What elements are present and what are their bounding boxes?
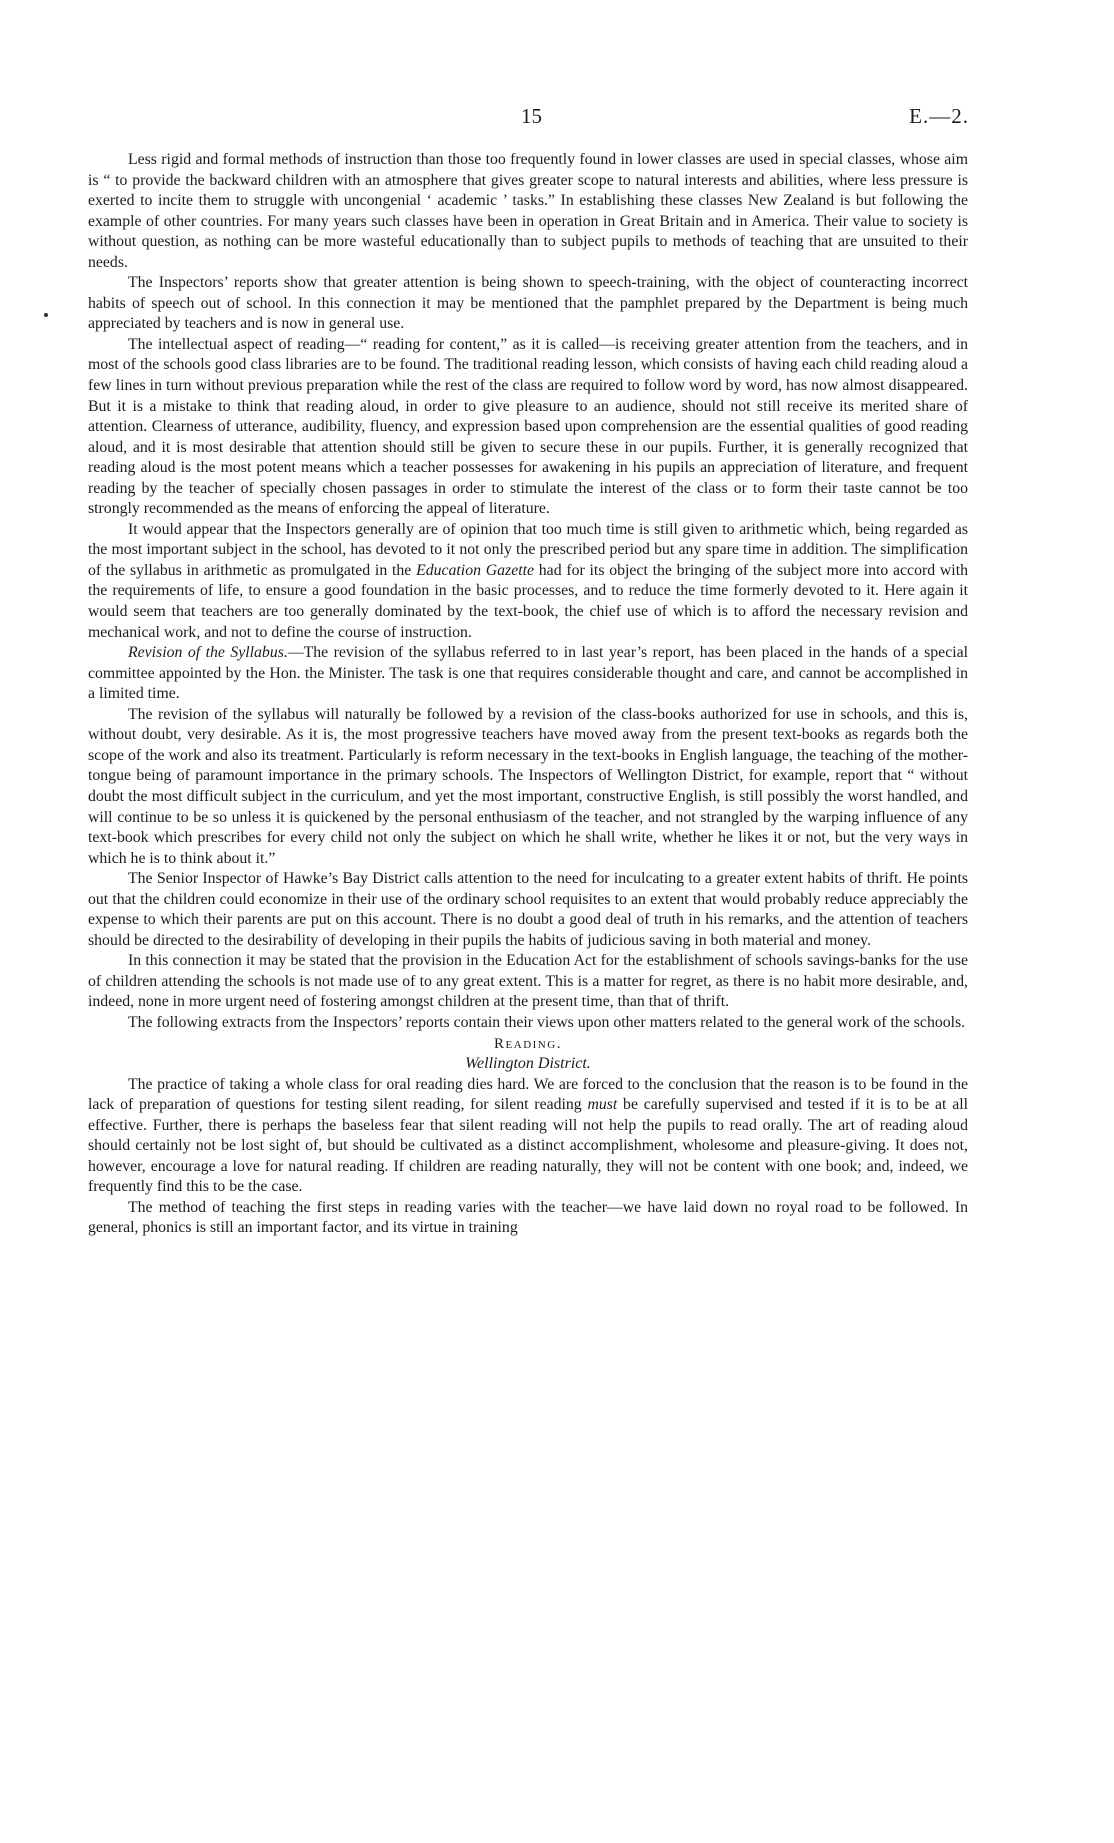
paragraph-reading-content: The intellectual aspect of reading—“ reading for content,” as it is called—is receiving greater attention from the teachers, and in most of the schools good class libraries are to be found. The traditional reading lesson, which consists of having each child reading aloud a few lines in turn without previous preparation while the rest of the class are required to follow word by word, has now almost disappeared. But it is a mistake to think that reading aloud, in order to give pleasure to an audience, should not still receive its merited share of attention. Clearness of utterance, audibility, fluency, and expression based upon comprehension are the essential qualities of good reading aloud, and it is most desirable that attention should still be given to secure these in our pupils. Further, it is generally recognized that reading aloud is the most potent means which a teacher possesses for awakening in his pupils an appreciation of literature, and frequent reading by the teacher of specially chosen passages in order to stimulate the interest of the class or to form their taste cannot be too strongly recommended as the means of enforcing the appeal of literature. <box>88 335 968 518</box>
paragraph-first-steps: The method of teaching the first steps in reading varies with the teacher—we have laid down no royal road to be followed. In general, phonics is still an important factor, and its virtue in training <box>88 1198 968 1237</box>
page-header <box>0 104 1114 134</box>
paragraph-oral-reading-part-2: be carefully supervised and tested if it is to be at all effective. Further, there is perhaps the baseless fear that silent reading will not help the pupils to read orally. The art of reading aloud should certainly not be lost sight of, but should be cultivated as a distinct accomplishment, wholesome and pleasure-giving. It does not, however, encourage a love for natural reading. If children are reading naturally, they will not be content with one book; and, indeed, we frequently find this to be the case. <box>88 1096 968 1196</box>
paragraph-extracts-intro: The following extracts from the Inspectors’ reports contain their views upon other matters related to the general work of the schools. <box>128 1013 966 1031</box>
paragraph-syllabus-revision-text: —The revision of the syllabus referred to in last year’s report, has been placed in the hands of a special committee appointed by the Hon. the Minister. The task is one that requires considerable thought and care, and cannot be accomplished in a limited time. <box>88 644 968 703</box>
paragraph-oral-reading <box>88 1075 968 1198</box>
margin-mark <box>44 313 48 317</box>
education-gazette-title: Education Gazette <box>416 561 535 579</box>
paragraph-arithmetic-part-1: It would appear that the Inspectors generally are of opinion that too much time is still given to arithmetic which, being regarded as the most important subject in the school, has devoted to it not only the prescribed period but any spare time in addition. The simplification of the syllabus in arithmetic as promulgated in the <box>88 520 968 579</box>
paragraph-savings-banks: In this connection it may be stated that the provision in the Education Act for the establishment of schools savings-banks for the use of children attending the schools is not made use of to any great extent. This is a matter for regret, as there is no habit more desirable, and, indeed, none in more urgent need of fostering amongst children at the present time, than that of thrift. <box>88 952 968 1011</box>
document-reference: E.—2. <box>909 104 969 128</box>
paragraph-arithmetic <box>88 520 968 643</box>
paragraph-special-classes: Less rigid and formal methods of instruction than those too frequently found in lower classes are used in special classes, whose aim is “ to provide the backward children with an atmosphere that gives greater scope to natural interests and abilities, where less pressure is exerted to incite them to struggle with uncongenial ‘ academic ’ tasks.” In establishing these classes New Zealand is but following the example of other countries. For many years such classes have been in operation in Great Britain and in America. Their value to society is without question, as nothing can be more wasteful educationally than to subject pupils to methods of teaching that are unsuited to their needs. <box>88 151 968 271</box>
body-text <box>88 150 968 1239</box>
paragraph-thrift: The Senior Inspector of Hawke’s Bay District calls attention to the need for inculcating to a greater extent habits of thrift. He points out that the children could economize in their use of the ordinary school requisites to an extent that would probably reduce appreciably the expense to which their parents are put on this account. There is no doubt a good deal of truth in his remarks, and the attention of teachers should be directed to the desirability of developing in their pupils the habits of judicious saving in both material and money. <box>88 870 968 949</box>
paragraph-syllabus-revision <box>88 643 968 705</box>
page-number: 15 <box>521 104 542 128</box>
paragraph-arithmetic-part-2: had for its object the bringing of the subject more into accord with the requirements of life, to ensure a good foundation in the basic processes, and to reduce the time formerly devoted to it. Here again it would seem that teachers are too generally dominated by the text-book, the chief use of which is to afford the necessary revision and mechanical work, and not to define the course of instruction. <box>88 561 968 641</box>
section-heading: Reading. <box>494 1035 562 1052</box>
section-subheading: Wellington District. <box>465 1055 591 1073</box>
paragraph-oral-reading-part-1: The practice of taking a whole class for oral reading dies hard. We are forced to the conclusion that the reason is to be found in the lack of preparation of questions for testing silent reading, for silent reading <box>88 1075 968 1114</box>
paragraph-class-books: The revision of the syllabus will naturally be followed by a revision of the class-books authorized for use in schools, and this is, without doubt, very desirable. As it is, the most progressive teachers have moved away from the present text-books as regards both the scope of the work and also its treatment. Particularly is reform necessary in the text-books in English language, the teaching of the mother-tongue being of paramount importance in the primary schools. The Inspectors of Wellington District, for example, report that “ without doubt the most difficult subject in the curriculum, and yet the most important, constructive English, is still possibly the worst handled, and will continue to be so unless it is quickened by the personal enthusiasm of the teacher, and not strangled by the warping influence of any text-book which prescribes for every child not only the subject on which he shall write, whether he likes it or not, but the very ways in which he is to think about it.” <box>88 705 968 867</box>
paragraph-speech-training: The Inspectors’ reports show that greater attention is being shown to speech-training, with the object of counteracting incorrect habits of speech out of school. In this connection it may be mentioned that the pamphlet prepared by the Department is being much appreciated by teachers and is now in general use. <box>88 274 968 333</box>
emphasis-must: must <box>587 1096 618 1114</box>
syllabus-revision-title: Revision of the Syllabus. <box>128 644 288 662</box>
